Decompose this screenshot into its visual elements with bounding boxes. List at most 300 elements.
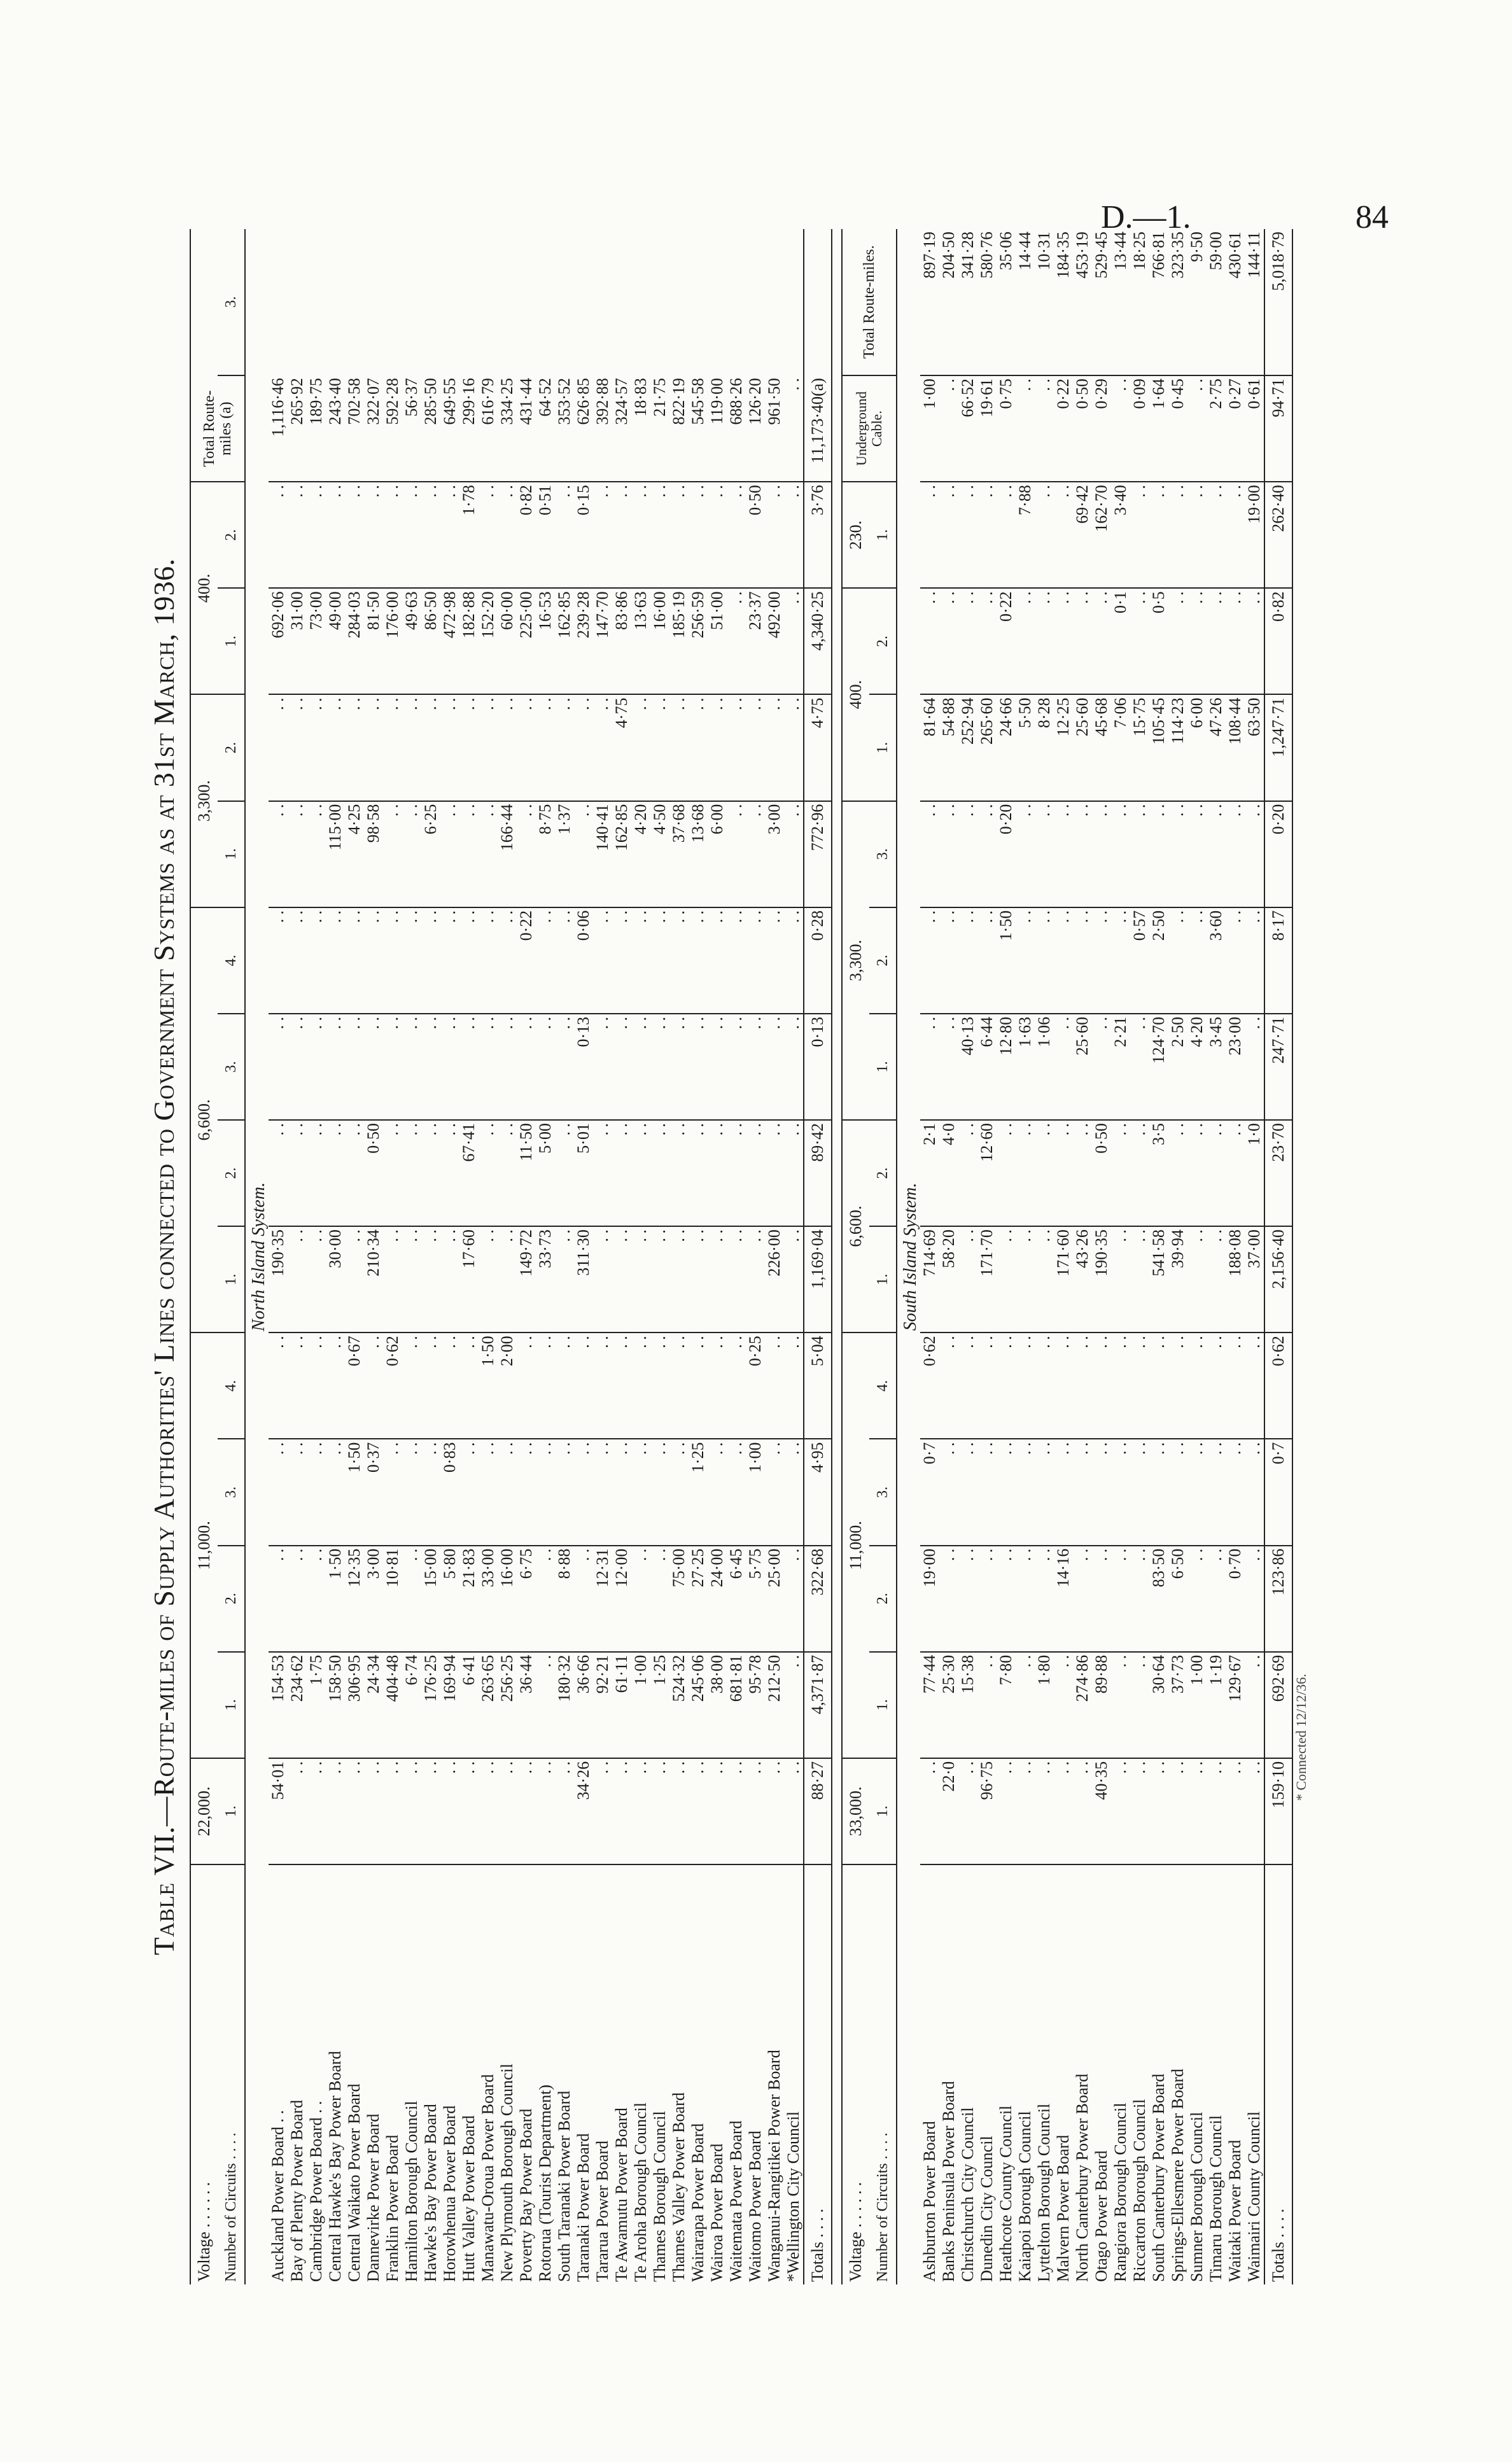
route-miles-cell: 7·80: [997, 1652, 1016, 1758]
authority-name: Christchurch City Council: [958, 2107, 977, 2282]
route-miles-cell: . .: [612, 1332, 631, 1439]
route-miles-cell: . .: [402, 1546, 421, 1652]
totals-cell: 159·10: [1264, 1758, 1292, 1864]
route-miles-cell: . .: [784, 694, 804, 801]
route-miles-cell: . .: [517, 1758, 536, 1864]
table-row: [345, 229, 364, 2284]
route-miles-cell: . .: [727, 801, 746, 907]
route-miles-cell: . .: [1111, 1120, 1130, 1226]
route-miles-cell: . .: [1245, 1546, 1264, 1652]
route-miles-cell: . .: [383, 907, 402, 1014]
route-miles-cell: . .: [1187, 482, 1207, 588]
route-miles-cell: . .: [784, 1439, 804, 1545]
south-circuit-header: 2.: [869, 588, 897, 694]
route-miles-cell: 15·00: [421, 1546, 440, 1652]
route-miles-cell: . .: [1187, 1332, 1207, 1439]
route-miles-cell: . .: [784, 1546, 804, 1652]
route-miles-cell: . .: [440, 1758, 459, 1864]
route-miles-cell: 7·06: [1111, 694, 1130, 801]
route-miles-cell: 114·23: [1168, 694, 1187, 801]
table-row: [997, 229, 1016, 2284]
route-miles-cell: . .: [269, 694, 288, 801]
route-miles-cell: 10·31: [1035, 229, 1054, 375]
route-miles-cell: . .: [1016, 1226, 1035, 1332]
totals-cell: 4,340·25: [804, 588, 832, 694]
route-miles-cell: . .: [536, 1332, 555, 1439]
route-miles-cell: . .: [1130, 1014, 1149, 1120]
table-row: [440, 229, 459, 2284]
authority-name: Poverty Bay Power Board: [517, 2108, 535, 2282]
route-miles-cell: 180·32: [555, 1652, 574, 1758]
route-miles-cell: 54·88: [939, 694, 958, 801]
table-row: [517, 229, 536, 2284]
authority-name: Dunedin City Council: [977, 2136, 996, 2282]
route-miles-cell: 21·75: [650, 375, 669, 482]
route-miles-cell: . .: [650, 482, 669, 588]
route-miles-cell: . .: [440, 482, 459, 588]
route-miles-cell: . .: [459, 907, 479, 1014]
route-miles-cell: . .: [1035, 1226, 1054, 1332]
route-miles-cell: . .: [288, 694, 307, 801]
south-circuit-header: 1.: [869, 694, 897, 801]
route-miles-cell: . .: [1054, 1758, 1073, 1864]
route-miles-cell: . .: [402, 801, 421, 907]
route-miles-cell: . .: [746, 801, 765, 907]
route-miles-cell: 545·58: [689, 375, 708, 482]
totals-label: Totals . . . .: [808, 2208, 827, 2282]
route-miles-cell: . .: [555, 1226, 574, 1332]
route-miles-cell: 0·29: [1092, 375, 1111, 482]
route-miles-cell: . .: [307, 907, 326, 1014]
authority-name: *Wellington City Council: [784, 2111, 802, 2282]
route-miles-cell: . .: [1016, 907, 1035, 1014]
route-miles-cell: . .: [746, 1758, 765, 1864]
route-miles-cell: 0·83: [440, 1439, 459, 1545]
route-miles-cell: . .: [1226, 482, 1245, 588]
north-circuit-header: 1.: [218, 1652, 245, 1758]
route-miles-cell: 12·35: [345, 1546, 364, 1652]
route-miles-cell: . .: [326, 1332, 345, 1439]
route-miles-cell: . .: [479, 907, 498, 1014]
route-miles-cell: . .: [746, 1014, 765, 1120]
route-miles-cell: 176·25: [421, 1652, 440, 1758]
route-miles-cell: . .: [1035, 1546, 1054, 1652]
table-row: [421, 229, 440, 2284]
route-miles-cell: . .: [440, 1226, 459, 1332]
table-row: [307, 229, 326, 2284]
route-miles-cell: 6·41: [459, 1652, 479, 1758]
table-row: [784, 229, 804, 2284]
south-totals-row: [1264, 229, 1292, 2284]
route-miles-cell: 702·58: [345, 375, 364, 482]
totals-cell: 0·28: [804, 907, 832, 1014]
route-miles-cell: 13·44: [1111, 229, 1130, 375]
route-miles-cell: 1·50: [326, 1546, 345, 1652]
north-circuit-header: 2.: [218, 482, 245, 588]
route-miles-cell: . .: [574, 1439, 593, 1545]
authority-name: Lyttelton Borough Council: [1035, 2103, 1053, 2282]
route-miles-cell: 24·00: [708, 1546, 727, 1652]
route-miles-cell: . .: [1130, 1332, 1149, 1439]
route-miles-cell: . .: [1073, 1758, 1092, 1864]
route-miles-cell: 3·45: [1207, 1014, 1226, 1120]
route-miles-cell: 23·37: [746, 588, 765, 694]
route-miles-cell: 285·50: [421, 375, 440, 482]
authority-name: Te Aroha Borough Council: [631, 2102, 650, 2282]
north-circuit-header: 2.: [218, 1120, 245, 1226]
route-miles-cell: . .: [997, 1439, 1016, 1545]
table-row: [958, 229, 977, 2284]
route-miles-cell: . .: [421, 1226, 440, 1332]
route-miles-cell: 24·34: [364, 1652, 383, 1758]
route-miles-cell: . .: [727, 588, 746, 694]
route-miles-cell: . .: [958, 801, 977, 907]
route-miles-cell: 105·45: [1149, 694, 1168, 801]
route-miles-cell: 37·00: [1245, 1226, 1264, 1332]
route-miles-cell: 108·44: [1226, 694, 1245, 801]
route-miles-cell: . .: [593, 1758, 612, 1864]
route-miles-cell: . .: [1073, 588, 1092, 694]
route-miles-cell: 243·40: [326, 375, 345, 482]
route-miles-cell: . .: [997, 1226, 1016, 1332]
route-miles-cell: . .: [708, 1439, 727, 1545]
table-row: [650, 229, 669, 2284]
route-miles-cell: . .: [307, 1439, 326, 1545]
table-row: [459, 229, 479, 2284]
route-miles-cell: . .: [288, 907, 307, 1014]
route-miles-cell: 541·58: [1149, 1226, 1168, 1332]
route-miles-cell: . .: [784, 907, 804, 1014]
route-miles-cell: 51·00: [708, 588, 727, 694]
authority-name: Rotorua (Tourist Department): [536, 2084, 554, 2282]
authority-name: Waitaki Power Board: [1226, 2139, 1244, 2282]
route-miles-cell: 5·50: [1016, 694, 1035, 801]
route-miles-cell: 256·59: [689, 588, 708, 694]
south-circuit-header: 4.: [869, 1332, 897, 1439]
route-miles-cell: 40·13: [958, 1014, 977, 1120]
table-row: [1168, 229, 1187, 2284]
totals-cell: 262·40: [1264, 482, 1292, 588]
route-miles-cell: . .: [958, 1226, 977, 1332]
route-miles-cell: . .: [689, 482, 708, 588]
route-miles-cell: . .: [269, 1332, 288, 1439]
route-miles-cell: . .: [1245, 1652, 1264, 1758]
south-circuit-header: 2.: [869, 907, 897, 1014]
route-miles-cell: . .: [288, 482, 307, 588]
route-miles-cell: . .: [727, 1226, 746, 1332]
route-miles-cell: . .: [650, 1546, 669, 1652]
route-miles-cell: . .: [345, 1120, 364, 1226]
route-miles-cell: 154·53: [269, 1652, 288, 1758]
table-row: [708, 229, 727, 2284]
route-miles-cell: 0·62: [920, 1332, 939, 1439]
route-miles-cell: . .: [977, 1652, 997, 1758]
totals-cell: 4·95: [804, 1439, 832, 1545]
totals-cell: 247·71: [1264, 1014, 1292, 1120]
route-miles-cell: . .: [1245, 1758, 1264, 1864]
table-row: [383, 229, 402, 2284]
route-miles-cell: . .: [1054, 1439, 1073, 1545]
route-miles-cell: . .: [269, 907, 288, 1014]
route-miles-cell: 0·27: [1226, 375, 1245, 482]
route-miles-cell: . .: [288, 1546, 307, 1652]
route-miles-cell: 0·67: [345, 1332, 364, 1439]
route-miles-cell: . .: [1092, 1439, 1111, 1545]
route-miles-cell: . .: [631, 907, 650, 1014]
authority-name: Manawatu-Oroua Power Board: [479, 2074, 497, 2282]
north-circuit-header: 3.: [218, 229, 245, 375]
route-miles-cell: . .: [1073, 907, 1092, 1014]
route-miles-cell: 2·50: [1168, 1014, 1187, 1120]
route-miles-cell: . .: [1226, 1332, 1245, 1439]
route-miles-cell: 6·74: [402, 1652, 421, 1758]
route-miles-cell: . .: [269, 1120, 288, 1226]
route-miles-cell: . .: [784, 1758, 804, 1864]
route-miles-cell: 12·60: [977, 1120, 997, 1226]
route-miles-cell: 16·53: [536, 588, 555, 694]
route-miles-cell: . .: [536, 1014, 555, 1120]
authority-name: Malvern Power Board: [1054, 2134, 1072, 2282]
route-miles-cell: . .: [977, 482, 997, 588]
route-miles-cell: . .: [727, 1332, 746, 1439]
route-miles-cell: . .: [1168, 907, 1187, 1014]
route-miles-cell: 18·25: [1130, 229, 1149, 375]
totals-cell: 772·96: [804, 801, 832, 907]
route-miles-cell: 580·76: [977, 229, 997, 375]
route-miles-cell: 59·00: [1207, 229, 1226, 375]
route-miles-cell: . .: [727, 1439, 746, 1545]
route-miles-cell: 0·50: [746, 482, 765, 588]
south-voltage-230: 230.: [842, 482, 869, 588]
route-miles-cell: . .: [288, 801, 307, 907]
route-miles-cell: 0·5: [1149, 588, 1168, 694]
route-miles-cell: 54·01: [269, 1758, 288, 1864]
route-miles-cell: . .: [479, 1758, 498, 1864]
route-miles-cell: . .: [307, 1014, 326, 1120]
route-miles-cell: 1·75: [307, 1652, 326, 1758]
route-miles-cell: 39·94: [1168, 1226, 1187, 1332]
route-miles-cell: 5·75: [746, 1546, 765, 1652]
south-circuit-header: 1.: [869, 1652, 897, 1758]
route-miles-cell: . .: [631, 1758, 650, 1864]
table-row: [269, 229, 288, 2284]
totals-cell: 88·27: [804, 1758, 832, 1864]
authority-name: Waitomo Power Board: [746, 2130, 764, 2282]
route-miles-cell: . .: [1016, 1332, 1035, 1439]
route-miles-cell: . .: [288, 1758, 307, 1864]
route-miles-cell: . .: [1226, 1758, 1245, 1864]
route-miles-cell: . .: [920, 1758, 939, 1864]
route-miles-cell: . .: [669, 1332, 689, 1439]
route-miles-cell: 89·88: [1092, 1652, 1111, 1758]
route-miles-cell: 0·15: [574, 482, 593, 588]
route-miles-cell: . .: [1130, 1652, 1149, 1758]
south-voltage-400: 400.: [842, 588, 869, 801]
route-miles-cell: 33·73: [536, 1226, 555, 1332]
route-miles-cell: 210·34: [364, 1226, 383, 1332]
route-miles-cell: 5·01: [574, 1120, 593, 1226]
route-miles-cell: . .: [784, 482, 804, 588]
totals-label: Totals . . . .: [1269, 2208, 1287, 2282]
authority-name: Otago Power Board: [1092, 2150, 1110, 2282]
route-miles-cell: . .: [746, 1226, 765, 1332]
route-miles-cell: . .: [1207, 1546, 1226, 1652]
totals-cell: 8·17: [1264, 907, 1292, 1014]
route-miles-cell: . .: [1168, 588, 1187, 694]
authority-name: Wairoa Power Board: [708, 2143, 726, 2282]
route-miles-cell: 83·86: [612, 588, 631, 694]
route-miles-cell: 239·28: [574, 588, 593, 694]
route-miles-cell: 12·31: [593, 1546, 612, 1652]
route-miles-cell: 6·00: [1187, 694, 1207, 801]
route-miles-cell: 66·52: [958, 375, 977, 482]
table-row: [765, 229, 784, 2284]
route-miles-cell: 31·00: [288, 588, 307, 694]
route-miles-cell: . .: [1111, 1226, 1130, 1332]
route-miles-cell: . .: [440, 907, 459, 1014]
table-row: [536, 229, 555, 2284]
route-miles-cell: . .: [383, 1439, 402, 1545]
authority-name: North Canterbury Power Board: [1073, 2073, 1091, 2282]
route-miles-cell: 13·68: [689, 801, 708, 907]
route-miles-cell: 1·64: [1149, 375, 1168, 482]
route-miles-cell: . .: [1035, 482, 1054, 588]
route-miles-cell: . .: [1187, 375, 1207, 482]
route-miles-cell: . .: [977, 1332, 997, 1439]
route-miles-cell: . .: [939, 1014, 958, 1120]
route-miles-cell: . .: [1035, 907, 1054, 1014]
route-miles-cell: . .: [536, 1546, 555, 1652]
route-miles-cell: . .: [326, 1439, 345, 1545]
route-miles-cell: . .: [1187, 1546, 1207, 1652]
north-island-table: [190, 229, 832, 2284]
table-row: [1187, 229, 1207, 2284]
route-miles-cell: 0·70: [1226, 1546, 1245, 1652]
table-row: [1111, 229, 1130, 2284]
route-miles-cell: . .: [727, 907, 746, 1014]
route-miles-cell: . .: [1226, 907, 1245, 1014]
route-miles-cell: 0·61: [1245, 375, 1264, 482]
route-miles-cell: 184·35: [1054, 229, 1073, 375]
route-miles-cell: . .: [784, 1332, 804, 1439]
route-miles-cell: . .: [555, 482, 574, 588]
authority-name: Wanganui-Rangitikei Power Board: [765, 2050, 783, 2282]
totals-cell: 2,156·40: [1264, 1226, 1292, 1332]
route-miles-cell: 81·50: [364, 588, 383, 694]
route-miles-cell: . .: [1226, 1439, 1245, 1545]
route-miles-cell: 182·88: [459, 588, 479, 694]
north-circuits-label: Number of Circuits . . . .: [223, 2132, 239, 2282]
route-miles-cell: 626·85: [574, 375, 593, 482]
route-miles-cell: 252·94: [958, 694, 977, 801]
route-miles-cell: . .: [269, 1014, 288, 1120]
route-miles-cell: . .: [307, 694, 326, 801]
route-miles-cell: . .: [920, 907, 939, 1014]
route-miles-cell: 49·00: [326, 588, 345, 694]
route-miles-cell: 6·45: [727, 1546, 746, 1652]
route-miles-cell: . .: [593, 907, 612, 1014]
route-miles-cell: . .: [939, 588, 958, 694]
route-miles-cell: 11·50: [517, 1120, 536, 1226]
route-miles-cell: . .: [1207, 1439, 1226, 1545]
route-miles-cell: . .: [1245, 1332, 1264, 1439]
route-miles-cell: . .: [1149, 801, 1168, 907]
route-miles-cell: . .: [708, 1332, 727, 1439]
route-miles-cell: . .: [288, 1332, 307, 1439]
north-voltage-3300: 3,300.: [190, 694, 218, 907]
route-miles-cell: . .: [689, 1120, 708, 1226]
route-miles-cell: . .: [1016, 588, 1035, 694]
route-miles-cell: 162·85: [612, 801, 631, 907]
route-miles-cell: 5·00: [536, 1120, 555, 1226]
authority-name: Auckland Power Board . .: [269, 2109, 287, 2282]
route-miles-cell: 1·50: [997, 907, 1016, 1014]
route-miles-cell: 144·11: [1245, 229, 1264, 375]
route-miles-cell: 681·81: [727, 1652, 746, 1758]
route-miles-cell: . .: [958, 1120, 977, 1226]
route-miles-cell: . .: [765, 907, 784, 1014]
route-miles-cell: . .: [307, 801, 326, 907]
route-miles-cell: . .: [402, 1332, 421, 1439]
route-miles-cell: . .: [269, 482, 288, 588]
route-miles-cell: 311·30: [574, 1226, 593, 1332]
route-miles-cell: 18·83: [631, 375, 650, 482]
route-miles-cell: 8·28: [1035, 694, 1054, 801]
route-miles-cell: . .: [383, 1758, 402, 1864]
route-miles-cell: . .: [1092, 1014, 1111, 1120]
route-miles-cell: . .: [669, 1014, 689, 1120]
route-miles-cell: . .: [1130, 1120, 1149, 1226]
totals-cell: 1,247·71: [1264, 694, 1292, 801]
rotated-table-page: [139, 229, 1392, 2284]
north-voltage-6600: 6,600.: [190, 907, 218, 1333]
south-voltage-33000: 33,000.: [842, 1758, 869, 1864]
route-miles-cell: . .: [555, 1439, 574, 1545]
totals-cell: 0·82: [1264, 588, 1292, 694]
route-miles-cell: . .: [479, 694, 498, 801]
route-miles-cell: 234·62: [288, 1652, 307, 1758]
route-miles-cell: . .: [421, 694, 440, 801]
route-miles-cell: 13·63: [631, 588, 650, 694]
route-miles-cell: 245·06: [689, 1652, 708, 1758]
route-miles-cell: . .: [650, 1439, 669, 1545]
route-miles-cell: 5·80: [440, 1546, 459, 1652]
route-miles-cell: 0·22: [1054, 375, 1073, 482]
route-miles-cell: 24·66: [997, 694, 1016, 801]
route-miles-cell: 2·75: [1207, 375, 1226, 482]
route-miles-cell: . .: [307, 1332, 326, 1439]
route-miles-cell: 3·60: [1207, 907, 1226, 1014]
route-miles-cell: 0·22: [517, 907, 536, 1014]
route-miles-cell: . .: [689, 907, 708, 1014]
route-miles-cell: 225·00: [517, 588, 536, 694]
route-miles-cell: . .: [631, 1014, 650, 1120]
route-miles-cell: . .: [440, 801, 459, 907]
route-miles-cell: . .: [383, 801, 402, 907]
route-miles-cell: 4·0: [939, 1120, 958, 1226]
route-miles-cell: 284·03: [345, 588, 364, 694]
route-miles-cell: . .: [498, 1758, 517, 1864]
route-miles-cell: 47·26: [1207, 694, 1226, 801]
route-miles-cell: . .: [364, 694, 383, 801]
route-miles-cell: 162·70: [1092, 482, 1111, 588]
route-miles-cell: 34·26: [574, 1758, 593, 1864]
route-miles-cell: 12·80: [997, 1014, 1016, 1120]
authority-name: Kaiapoi Borough Council: [1016, 2111, 1034, 2282]
route-miles-cell: . .: [345, 694, 364, 801]
route-miles-cell: . .: [939, 1546, 958, 1652]
route-miles-cell: . .: [345, 1014, 364, 1120]
